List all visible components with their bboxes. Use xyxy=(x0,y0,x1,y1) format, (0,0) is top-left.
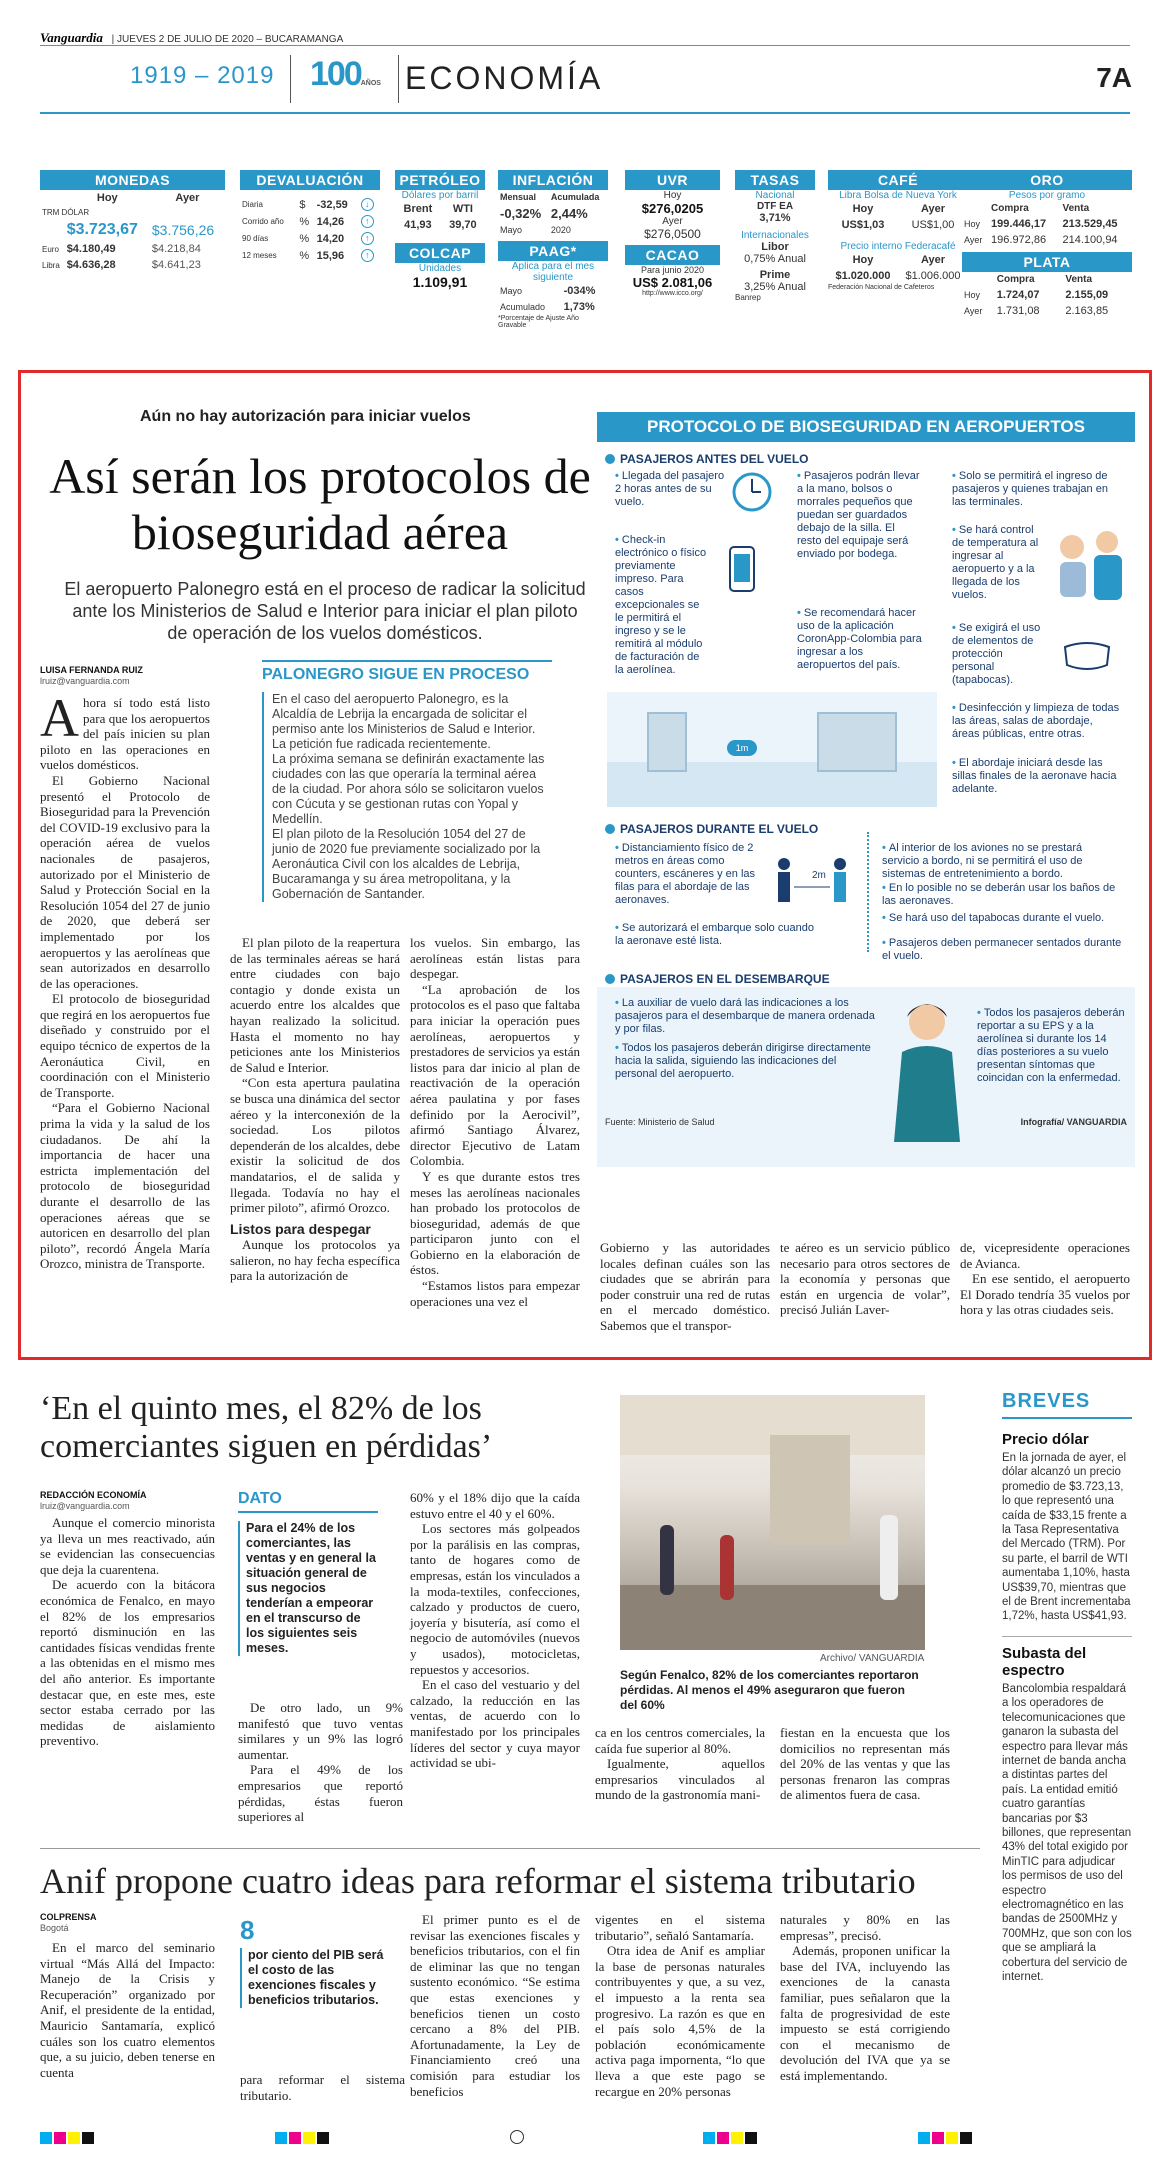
article3-headline: Anif propone cuatro ideas para reformar el sistema tributario xyxy=(40,1861,916,1901)
anniversary-logo: 100AÑOS xyxy=(310,55,381,93)
section-disembark: PASAJEROS EN EL DESEMBARQUE xyxy=(605,972,830,986)
mask-icon xyxy=(1057,637,1117,677)
virus-clock-icon xyxy=(727,467,777,517)
divider xyxy=(40,1848,980,1849)
oro-panel: ORO Pesos por gramo Compra Venta Hoy 199.446,17 213.529,45 Ayer 196.972,86 214.100,94 PLATA Compra Venta Hoy 1.724,07 2.155,09 Ayer 1.731,08 2.163,85 xyxy=(962,170,1132,319)
byline: COLPRENSA Bogotá xyxy=(40,1912,97,1933)
arrow-up-icon: ↑ xyxy=(361,232,374,245)
article2-headline: ‘En el quinto mes, el 82% de los comerciantes siguen en pérdidas’ xyxy=(40,1390,493,1465)
article-column-1: Ahora sí todo está listo para que los aeropuertos del país inicien su plan piloto en las operaciones en vuelos domésticos. El Gobierno Nacional presentó el Protocolo de Bioseguridad para la Prevención del COVID-19 exclusivo para la operación aérea de vuelos nacionales de pasajeros, autorizado por el Ministerio de Salud y Protección Social en la Resolución 1054 del 27 de junio de 2020, que deberá ser implementado por los aeropuertos y las aerolíneas que sean autorizados en desarrollo de las operaciones. El protocolo de bioseguridad que regirá en los aeropuertos fue diseñado y construido por el equipo técnico de expertos de la Aeronáutica Civil, en coordinación con el Ministerio de Transporte. “Para el Gobierno Nacional prima la vida y la salud de los ciudadanos. De ahí la importancia de hacer una estricta implementación del protocolo de bioseguridad durante el desarrollo de las operaciones aéreas que se autoricen en desarrollo del plan piloto”, recordó Ángela María Orozco, ministra de Transporte. xyxy=(40,688,211,1272)
flight-attendant-icon xyxy=(882,992,972,1142)
palonegro-box: PALONEGRO SIGUE EN PROCESO En el caso del aeropuerto Palonegro, es la Alcaldía de Lebrija la encargada de solicitar el permiso ante los Ministerios de Salud e Interior. La petición fue radicada recientemente. La próxima semana se definirán exactamente las ciudades con las que operaría la terminal aérea de la ciudad. Por ahora sólo se solicitaron vuelos con Cúcuta y se gestionan rutas con Yopal y Medellín. El plan piloto de la Resolución 1054 del 27 de junio de 2020 fue previamente socializado por la Aeronáutica Civil con los alcaldes de Lebrija, Bucaramanga y su área metropolitana, y la Gobernación de Santander. xyxy=(262,660,552,902)
page-number: 7A xyxy=(1096,62,1132,93)
social-distance-icon xyxy=(772,852,852,912)
article-kicker: Aún no hay autorización para iniciar vuelos xyxy=(140,408,471,425)
temperature-check-icon xyxy=(1052,517,1127,602)
years-label: 1919 – 2019 xyxy=(130,62,275,89)
article3-column-5: naturales y 80% en las empresas”, precisó. Además, proponen unificar la base del IVA, incluyendo las exenciones de la canasta familiar, pues señalaron que la falta de progresividad de este impuesto se está corrigiendo con el mecanismo de devolución del IVA que ya se está implementando. xyxy=(780,1912,950,2083)
section-title: ECONOMÍA xyxy=(405,60,604,96)
article-headline: Así serán los protocolos de bioseguridad aérea xyxy=(49,448,591,560)
tasas-panel: TASAS Nacional DTF EA 3,71% Internacionales Libor 0,75% Anual Prime 3,25% Anual Banrep xyxy=(735,170,815,302)
article3-column-3: El primer punto es el de revisar las exenciones fiscales y beneficios tributarios, con el fin de eliminar las que no tengan sustento económico. “Se estima que estas exenciones y beneficios tienen un costo cercano a 8% del PIB. Afortunadamente, la Ley de Financiamiento creó una comisión para estudiar los beneficios xyxy=(410,1912,580,2099)
dato-box: DATO Para el 24% de los comerciantes, las ventas y en general la situación general de sus negocios tenderían a empeorar en el transcurso de los siguientes seis meses. xyxy=(238,1490,378,1656)
arrow-up-icon: ↑ xyxy=(361,215,374,228)
article-column-4: Gobierno y las autoridades locales definan cuáles son las ciudades que se abrirán para poder construir una red de rutas en el mercado doméstico. Sabemos que el transpor- xyxy=(600,1240,770,1333)
cafe-panel: CAFÉ Libra Bolsa de Nueva York Hoy Ayer US$1,03 US$1,00 Precio interno Federacafé Hoy Ayer $1.020.000 $1.006.000 Federación Nacional de Cafeteros xyxy=(828,170,968,291)
phone-icon xyxy=(722,542,762,602)
header-rule xyxy=(40,112,1130,114)
section-during-flight: PASAJEROS DURANTE EL VUELO xyxy=(605,822,818,836)
article3-column-1: En el marco del seminario virtual “Más Allá del Impacto: Manejo de la Crisis y Recuperación” organizado por Anif, el presidente de la entidad, Mauricio Santamaría, explicó cuáles son los cuatro elementos que, a su juicio, deben tenerse en cuenta xyxy=(40,1940,215,2080)
infographic-title: PROTOCOLO DE BIOSEGURIDAD EN AEROPUERTOS xyxy=(597,412,1135,442)
infographic: PROTOCOLO DE BIOSEGURIDAD EN AEROPUERTOS PASAJEROS ANTES DEL VUELO • Llegada del pasajero 2 horas antes de su vuelo. • Check-in electrónico o físico previamente impreso. Para casos excepcionales se le permitirá el ingreso y se le remitirá al módulo de facturación de la aerolínea. • Pasajeros podrán llevar a la mano, bolsos o morrales pequeños que puedan ser guardados debajo de la silla. El resto del equipaje será enviado por bodega. • Se recomendará hacer uso de la aplicación CoronApp-Colombia para ingresar a los aeropuertos del país. • Solo se permitirá el ingreso de pasajeros y quienes trabajan en las terminales. • Se hará control de temperatura al ingresar al aeropuerto y a la llegada de los vuelos. • Se exigirá el uso de elementos de protección personal (tapabocas). • Desinfección y limpieza de todas las áreas, salas de abordaje, áreas públicas, entre otras. • El abordaje iniciará desde las sillas finales de la aeronave hacia adelante. 1m PASAJEROS DURANTE EL VUELO • Distanciamiento físico de 2 metros en áreas como counters, escáneres y en las filas para el abordaje de las aeronaves. • Se autorizará el embarque solo cuando la aeronave esté lista. 2m • Al interior de los aviones no se prestará servicio a bordo, ni se permitirá el uso de sistemas de entretenimiento a bordo. • En lo posible no se deberán usar los baños de las aeronaves. • Se hará uso del tapabocas durante el vuelo. • Pasajeros deben permanecer sentados durante el vuelo. PASAJEROS EN EL DESEMBARQUE • La auxiliar de vuelo dará las indicaciones a los pasajeros para el desembarque de manera ordenada y por filas. • Todos los pasajeros deberán dirigirse directamente hacia la salida, siguiendo las indicaciones del personal del aeropuerto. • Todos los pasajeros deberán reportar a su EPS y a la aerolínea si durante los 14 días posteriores a su vuelo presentan síntomas que coincidan con la enfermedad. Fuente: Ministerio de Salud Infografía/ VANGUARDIA xyxy=(597,412,1135,1232)
article-deck: El aeropuerto Palonegro está en el proceso de radicar la solicitud ante los Ministerios de Salud e Interior para iniciar el plan piloto de operación de los vuelos domésticos. xyxy=(64,579,586,643)
print-color-bars xyxy=(40,2130,1130,2146)
article2-column-4: ca en los centros comerciales, la caída fue superior al 80%. Igualmente, aquellos empresarios vinculados al mundo de la gastronomía mani- xyxy=(595,1725,765,1803)
petroleo-panel: PETRÓLEO Dólares por barril Brent WTI 41,93 39,70 COLCAP Unidades 1.109,91 xyxy=(395,170,485,290)
registration-mark-icon xyxy=(510,2130,524,2144)
photo-caption: Según Fenalco, 82% de los comerciantes reportaron pérdidas. Al menos el 49% aseguraron que fueron del 60% xyxy=(620,1668,919,1712)
article2-column-3: 60% y el 18% dijo que la caída estuvo entre el 40 y el 60%. Los sectores más golpeados por la parálisis en las compras, tanto de hogares como de empresas, están los vinculados a la moda-textiles, confecciones, calzado y productos de cuero, joyería y bisutería, así como el negocio de automóviles (nuevos y usados), motocicletas, repuestos y accesorios. En el caso del vestuario y del calzado, la reducción en las ventas, de acuerdo con lo manifestado por los principales líderes del sector y cuya mayor actividad se ubi- xyxy=(410,1490,580,1771)
drop-cap: A xyxy=(40,688,79,748)
article-column-3: los vuelos. Sin embargo, las aerolíneas están listas para despegar. “La aprobación de los protocolos es el paso que faltaba para iniciar la operación pues aerolíneas, aeropuertos y prestadores de servicios ya están listos para dar inicio al plan de reactivación de la operación aérea paulatina y por fases definido por la Aerocivil”, afirmó Santiago Álvarez, director Ejecutivo de Latam Colombia. Y es que durante estos tres meses las aerolíneas nacionales han probado los protocolos de bioseguridad, además de que participaron junto con el Gobierno en la elaboración de éstos. “Estamos listos para empezar operaciones una vez el xyxy=(410,935,580,1309)
article3-column-2: para reformar el sistema tributario. xyxy=(240,2072,405,2103)
inflacion-panel: INFLACIÓN Mensual Acumulada -0,32% 2,44% Mayo 2020 PAAG* Aplica para el mes siguiente Mayo -034% Acumulado 1,73% *Porcentaje de Ajuste Año Gravable xyxy=(498,170,608,329)
article-column-5: te aéreo es un servicio público necesario para otros sectores de la economía y personas que están en urgencia de volar”, precisó Julián Laver- xyxy=(780,1240,950,1318)
arrow-up-icon: ↑ xyxy=(361,249,374,262)
photo-credit: Archivo/ VANGUARDIA xyxy=(820,1653,925,1664)
uvr-panel: UVR Hoy $276,0205 Ayer $276,0500 CACAO Para junio 2020 US$ 2.081,06 http://www.icco.org/ xyxy=(625,170,720,297)
stat-box: 8 por ciento del PIB será el costo de las exenciones fiscales y beneficios tributarios. xyxy=(240,1915,390,2008)
mall-photo xyxy=(620,1395,925,1650)
terminal-illustration: 1m xyxy=(607,692,937,807)
breves-column: BREVES Precio dólar En la jornada de ayer, el dólar alcanzó un precio promedio de $3.723,13, lo que representó una caída de $33,15 frente a la Tasa Representativa del Mercado (TRM). Por su parte, el barril de WTI aumentaba 1,10%, hasta US$39,70, mientras que el de Brent incrementaba 1,72%, hasta US$41,93. Subasta del espectro Bancolombia respaldará a los operadores de telecomunicaciones que ganaron la subasta del espectro para llevar más internet de banda ancha a distintas partes del país. La entidad emitió cuatro garantías bancarias por $3 billones, que representan 43% del total exigido por MinTIC para adjudicar los permisos de uso del espectro electromagnético en las bandas de 2500MHz y 700MHz, que son con los que se ampliará la cobertura del servicio de internet. xyxy=(1002,1390,1132,1983)
article2-column-2: De otro lado, un 9% manifestó que tuvo ventas similares y un 9% las logró aumentar. Para el 49% de los empresarios que reportó pérdidas, éstas fueron superiores al xyxy=(238,1700,403,1825)
devaluacion-panel: DEVALUACIÓN Diaria $ -32,59 ↓ Corrido año % 14,26 ↑ 90 días % 14,20 ↑ 12 meses % 15,96 ↑ xyxy=(240,170,380,264)
byline: REDACCIÓN ECONOMÍA lruiz@vanguardia.com xyxy=(40,1490,147,1511)
byline: LUISA FERNANDA RUIZ lruiz@vanguardia.com xyxy=(40,665,143,686)
dateline: JUEVES 2 DE JULIO DE 2020 – BUCARAMANGA xyxy=(117,34,344,45)
article2-column-1: Aunque el comercio minorista ya lleva un mes reactivado, aún se evidencian las consecuencias que deja la cuarentena. De acuerdo con la bitácora económica de Fenalco, en mayo el 82% de los empresarios reportó disminución en las cantidades físicas vendidas frente a las obtenidas en el mismo mes del año anterior. Es importante destacar que, en este mes, este sector estaba cerrado por las medidas de aislamiento preventivo. xyxy=(40,1515,215,1749)
paper-name: Vanguardia xyxy=(40,30,103,45)
section-before-flight: PASAJEROS ANTES DEL VUELO xyxy=(605,452,808,466)
divider xyxy=(398,55,399,103)
arrow-down-icon: ↓ xyxy=(361,198,374,211)
divider xyxy=(290,55,291,103)
article-column-2: El plan piloto de la reapertura de las terminales aéreas se hará entre ciudades con bajo contagio y donde exista un acuerdo entre los alcaldes que hayan realizado la solicitud. Hasta el momento no hay peticiones ante los Ministerios de Salud e Interior. “Con esta apertura paulatina se busca una dinámica del sector aéreo y la interconexión de la sociedad. Los pilotos dependerán de los alcaldes, debe existir la solicitud de dos mandatarios, el de salida y llegada. Todavía no hay el primer piloto”, afirmó Orozco. Listos para despegar Aunque los protocolos ya salieron, no hay fecha específica para la autorización de xyxy=(230,935,401,1284)
top-bar: Vanguardia | JUEVES 2 DE JULIO DE 2020 – BUCARAMANGA xyxy=(40,30,1130,46)
article3-column-4: vigentes en el sistema tributario”, señaló Santamaría. Otra idea de Anif es ampliar la base de personas naturales contribuyentes y que, a su vez, el impuesto a la renta sea progresivo. La razón es que en el país solo 4,5% de la población económicamente activa paga impornenta, “lo que lleva a que este pago se recargue en 20% personas xyxy=(595,1912,765,2099)
trm-today: $3.723,67 xyxy=(66,221,138,238)
monedas-panel: MONEDAS Hoy Ayer TRM DÓLAR $3.723,67 $3.756,26 Euro $4.180,49 $4.218,84 Libra $4.636,28 $4.641,23 xyxy=(40,170,225,273)
article2-column-5: fiestan en la encuesta que los domicilios no representan más del 20% de las ventas y que las personas frenaron las compras de alimentos fuera de casa. xyxy=(780,1725,950,1803)
article-column-6: de, vicepresidente operaciones de Avianca. En ese sentido, el aeropuerto El Dorado tendría 35 vuelos por hora y las otras ciudades seis. xyxy=(960,1240,1130,1318)
